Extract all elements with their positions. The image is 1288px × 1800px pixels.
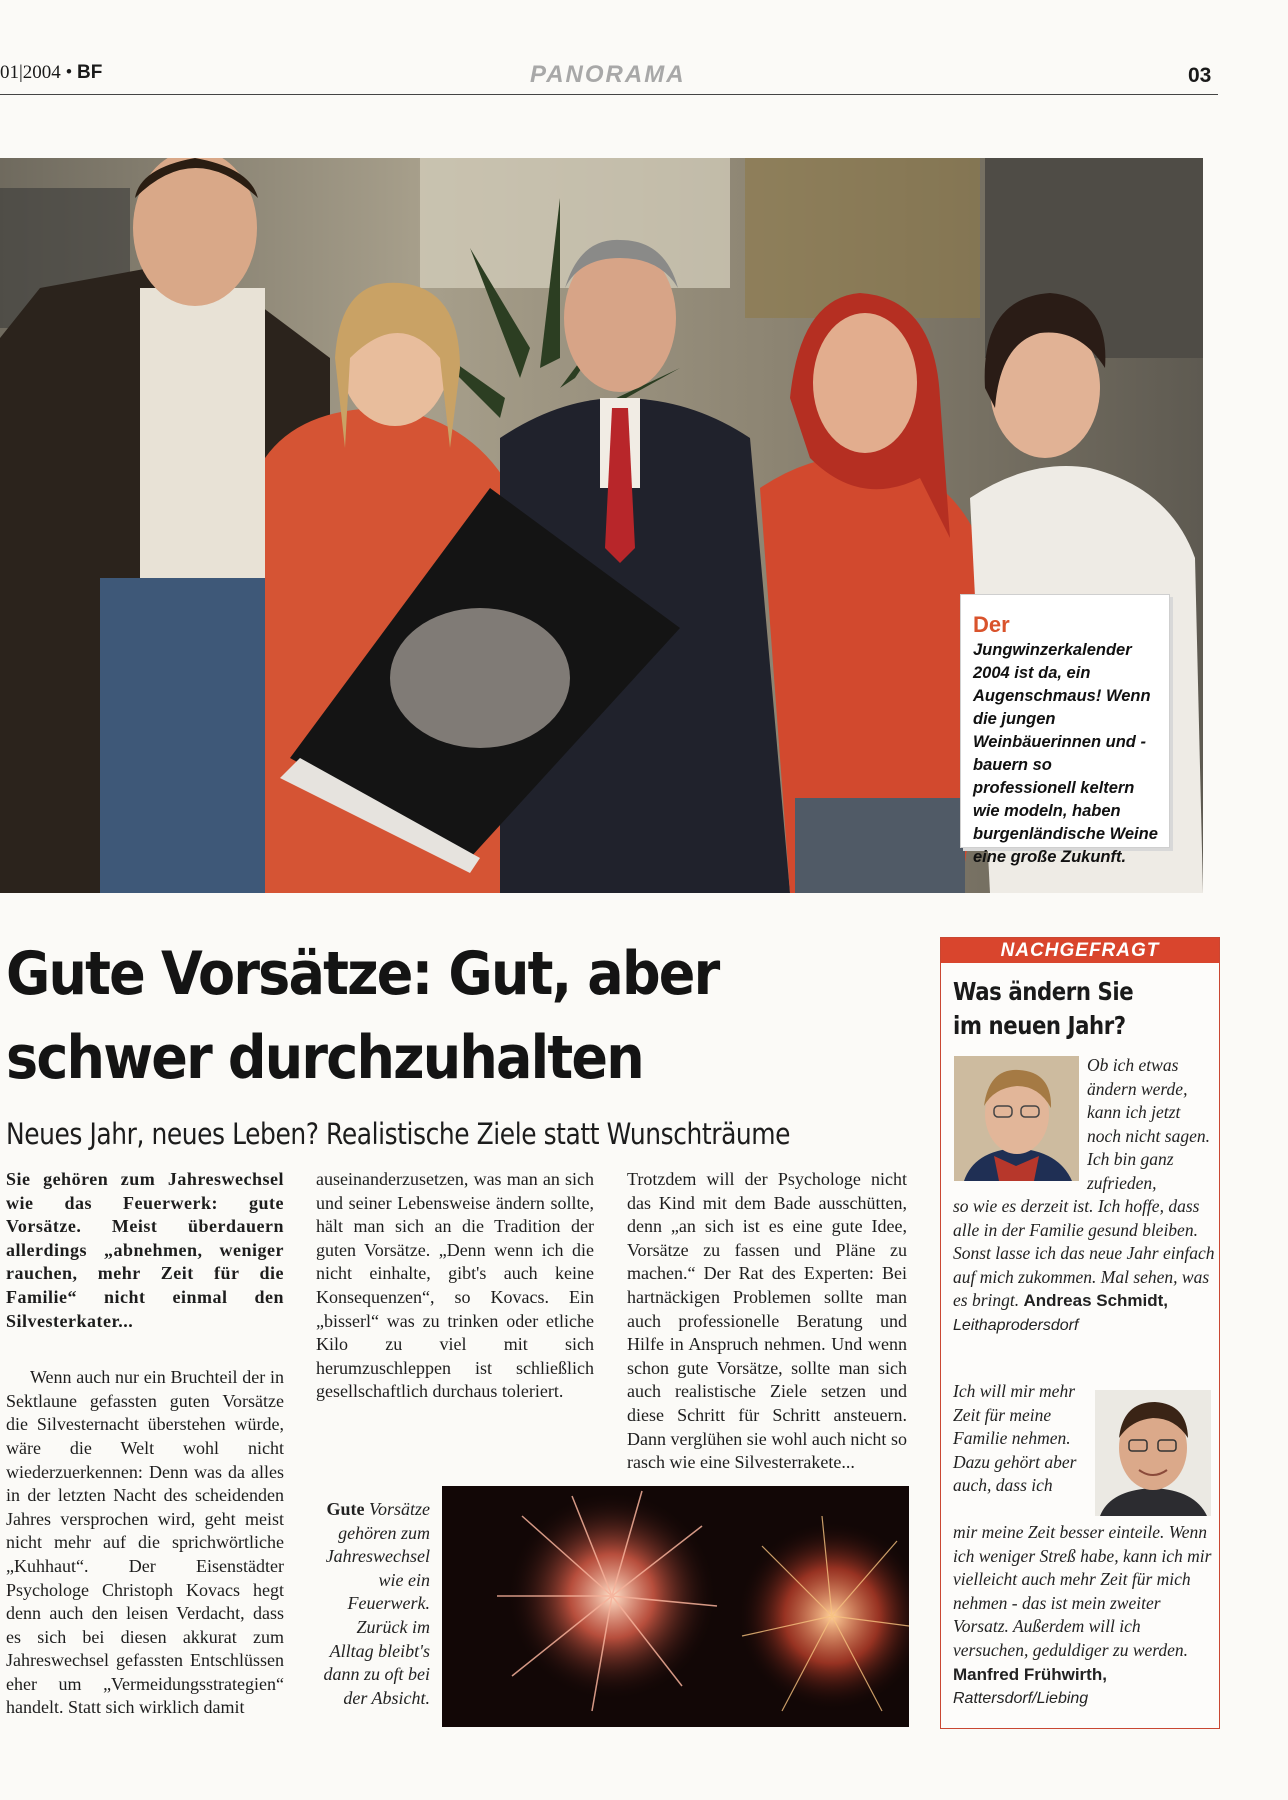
fireworks-caption-lead: Gute (326, 1499, 365, 1519)
page-number: 03 (1188, 64, 1212, 87)
answer-1-name: Andreas Schmidt, (1023, 1291, 1169, 1311)
portrait-photo-2 (1095, 1390, 1211, 1516)
article-paragraph: Wenn auch nur ein Bruchteil der in Sektlaune gefassten guten Vorsätze die Silvesternacht überstehen würde, wäre die Welt wohl nicht wiederzuerkennen: Denn was da alles in der letzten Nacht des scheidenden Jahres versprochen wird, geht meist nicht mehr auf die sprichwörtliche „Kuhhaut“. Der Eisenstädter Psychologe Christoph Kovacs hegt denn auch den leisen Verdacht, dass es sich bei diesen akkurat zum Jahreswechsel gefassten Entschlüssen eher um „Vermeidungsstrategien“ handelt. Statt sich wirklich damit (6, 1367, 284, 1718)
portrait-illustration (1095, 1390, 1211, 1516)
article-headline: Gute Vorsätze: Gut, aber schwer durchzuhalten (6, 939, 719, 1093)
answer-2-name: Manfred Frühwirth, (953, 1664, 1107, 1684)
fireworks-caption (318, 1498, 430, 1710)
bullet: • (65, 62, 73, 83)
caption-lead: Der (973, 612, 1010, 637)
sidebar-interview (940, 937, 1220, 1729)
answer-2-continued (953, 1521, 1215, 1711)
portrait-photo-1 (954, 1056, 1079, 1181)
answer-2-text-rest: mir meine Zeit besser einteile. Wenn ich weniger Streß habe, kann ich mir vielleicht auch mehr Zeit für mich nehmen - das ist mein zweiter Vorsatz. Außerdem will ich versuchen, geduldiger zu werden. (953, 1522, 1212, 1660)
article-subheadline: Neues Jahr, neues Leben? Realistische Ziele statt Wunschträume (6, 1117, 791, 1151)
article-column-3 (627, 1168, 907, 1475)
issue-line (0, 62, 102, 84)
answer-1-continued (953, 1195, 1215, 1338)
fireworks-photo (442, 1486, 909, 1727)
article-column-1 (6, 1168, 284, 1720)
fireworks-caption-text: Vorsätze gehören zum Jahreswechsel wie ein Feuerwerk. Zurück im Alltag bleibt's dann zu oft bei der Absicht. (323, 1499, 430, 1708)
caption-text: Jungwinzerkalender 2004 ist da, ein Augenschmaus! Wenn die jungen Weinbäuerinnen und -bauern so professionell keltern wie modeln, haben burgenländische Weine eine große Zukunft. (973, 641, 1158, 866)
portrait-illustration (954, 1056, 1079, 1181)
section-title: PANORAMA (530, 61, 686, 88)
article-lede: Sie gehören zum Jahreswechsel wie das Feuerwerk: gute Vorsätze. Meist überdauern allerdings „abnehmen, weniger rauchen, mehr Zeit für die Familie“ nicht einmal den Silvesterkater... (6, 1169, 284, 1331)
photo-caption (960, 594, 1170, 866)
article-paragraph-2: Trotzdem will der Psychologe nicht das Kind mit dem Bade ausschütten, denn „an sich ist es eine gute Idee, Vorsätze zu fassen und Pläne zu machen.“ Der Rat des Experten: Bei hartnäckigen Problemen sollte man auch professionelle Beratung und Hilfe in Anspruch nehmen. Und wenn schon gute Vorsätze, sollte man sich auch realistische Ziele setzen und diese Schritt für Schritt ansteuern. Dann verglühen sie wohl auch nicht so rasch wie eine Silvesterrakete... (627, 1169, 907, 1473)
answer-1-place: Leithaprodersdorf (953, 1316, 1079, 1334)
issue-number: 01|2004 (0, 62, 61, 83)
article-column-2 (316, 1168, 594, 1404)
article-paragraph: auseinanderzusetzen, was man an sich und seiner Lebensweise ändern sollte, hält man sich an die Tradition der guten Vorsätze. „Denn wenn ich die nicht einhalte, gibt's auch keine Konsequenzen“, so Kovacs. Ein „bisserl“ was zu trinken oder etliche Kilo zu viel mit sich herumzuschleppen ist schließlich gesellschaftlich durchaus toleriert. (316, 1169, 594, 1402)
answer-1-text-rest: so wie es derzeit ist. Ich hoffe, dass alle in der Familie gesund bleiben. Sonst lasse ich das neue Jahr einfach auf mich zukommen. Mal sehen, was es bringt. (953, 1196, 1215, 1311)
publication-name: BF (76, 62, 103, 83)
fireworks-illustration (442, 1486, 909, 1727)
answer-2-place: Rattersdorf/Liebing (953, 1690, 1089, 1708)
header-rule (0, 94, 1218, 95)
answer-2-text: Ich will mir mehr Zeit für meine Familie nehmen. Dazu gehört aber auch, dass ich (953, 1381, 1077, 1496)
sidebar-question: Was ändern Sie im neuen Jahr? (953, 977, 1134, 1040)
answer-1-text: Ob ich etwas ändern werde, kann ich jetzt noch nicht sagen. Ich bin ganz zufrieden, (1087, 1055, 1210, 1193)
sidebar-kicker: NACHGEFRAGT (941, 938, 1219, 963)
